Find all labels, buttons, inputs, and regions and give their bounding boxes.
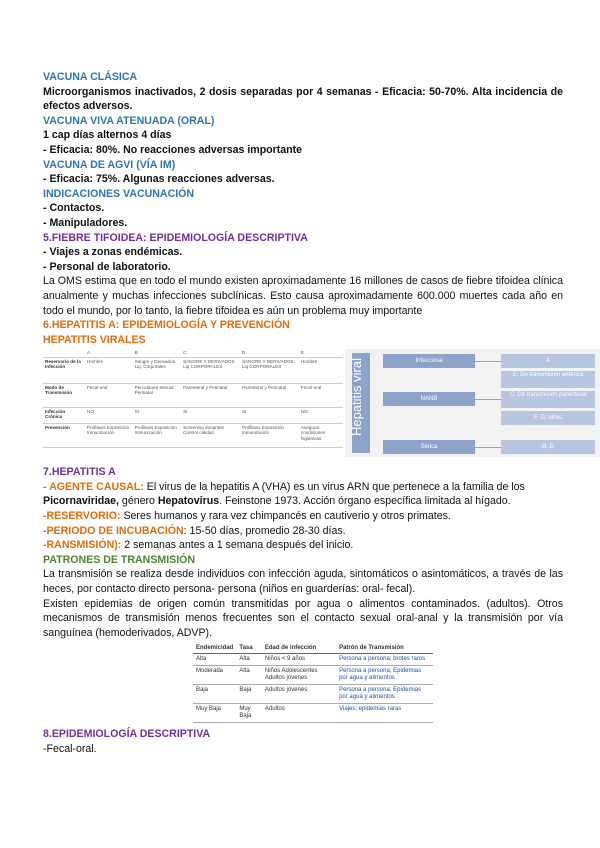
table-cell: Baja [193, 685, 236, 704]
table-cell: Alta [236, 666, 262, 685]
table-cell: Parenteral y Perinatal [181, 383, 240, 407]
viral-box-c: C: De transmisión parenteral [501, 391, 595, 408]
hepatitis-figure [43, 349, 587, 459]
table-cell: Niños Adolescentes Adultos jóvenes [262, 666, 336, 685]
list-item: - Personal de laboratorio. [43, 260, 171, 273]
viral-box-e: E: De transmisión entérica [501, 371, 595, 388]
viral-box-fg: F, G, otras [501, 411, 595, 425]
endemicity-table [193, 644, 433, 723]
viral-box-infecciosa: Infecciosa [383, 354, 475, 368]
periodo-label: -PERIODO DE INCUBACIÓN [43, 524, 184, 537]
table-cell: Viajes; epidemias raras [336, 704, 433, 723]
table-cell: Hombre [85, 357, 133, 383]
agente-causal-line [43, 480, 563, 495]
hepatitis-viral-diagram [345, 349, 600, 457]
reservorio-text: Seres humanos y rara vez chimpancés en cautiverio y otros primates. [123, 510, 451, 523]
vacuna-clasica-text: Microorganismos inactivados, 2 dosis separadas por 4 semanas - Eficacia: 50-70%. Alta incidencia de efectos adversos. [43, 85, 563, 113]
table-cell: SANGRE Y DERIVADOS Liq CORPORALES [240, 357, 299, 383]
col-header: Endemicidad [193, 644, 236, 654]
heading-vacuna-viva: VACUNA VIVA ATENUADA (ORAL) [43, 114, 215, 127]
table-row [193, 685, 433, 704]
viral-box-nanb: NANB [383, 392, 475, 406]
heading-hepatitis-virales: HEPATITIS VIRALES [43, 333, 146, 346]
heading-vacuna-agvi: VACUNA DE AGVI (VÍA IM) [43, 158, 176, 171]
connector [475, 361, 501, 362]
heading-epidemiologia-descriptiva: 8.EPIDEMIOLOGÍA DESCRIPTIVA [43, 728, 211, 741]
table-cell: Adultos jóvenes [262, 685, 336, 704]
connector [475, 447, 501, 448]
table-cell: NO [85, 407, 133, 423]
table-cell: Sangre y Derivados Liq. Corporales [133, 357, 181, 383]
agente-causal-rest: . Feinstone 1973. Acción órgano específica limitada al hígado. [219, 495, 511, 508]
table-cell: Muy Baja [193, 704, 236, 723]
heading-vacuna-clasica: VACUNA CLÁSICA [43, 71, 138, 83]
table-cell: Fecal-oral [299, 383, 343, 407]
viral-label: Hepatitis viral [349, 358, 364, 437]
family-name: Picornaviridae, [43, 495, 119, 508]
fecal-oral-line: -Fecal-oral. [43, 743, 97, 755]
patrones-paragraph-2: Existen epidemias de origen común transmitidas por agua o alimentos contaminados. (adultos). Otros mecanismos de transmisión menos frecuentes son el contacto sexual oral-anal y la transmisión por vía sanguínea (hemoderivados, ADVP). [43, 597, 563, 639]
patrones-paragraph-1: La transmisión se realiza desde individuos con infección aguda, sintomáticos o asintomáticos, a través de las heces, por contacto directo persona- persona (niños en guarderías: oral- fecal). [43, 568, 563, 596]
table-cell: Hombre [299, 357, 343, 383]
table-cell: Persona a persona; Epidemias por agua y alimentos [336, 685, 433, 704]
row-header: Reservorio de la Infección [43, 357, 85, 383]
col-header: Edad de infección [262, 644, 336, 654]
fiebre-tifoidea-paragraph: La OMS estima que en todo el mundo existen aproximadamente 16 millones de casos de fiebre tifoidea clínica anualmente y muchas infecciones subclínicas. Esto causa aproximadamente 600.000 muertes cada año en todo el mundo, por lo tanto, la fiebre tifoidea es aún un problema muy importante [43, 275, 563, 317]
col-header: B [133, 349, 181, 357]
table-cell: SI [133, 407, 181, 423]
table-row [193, 666, 433, 685]
agente-causal-text: El virus de la hepatitis A (VHA) es un virus ARN que pertenece a la familia de los [146, 480, 525, 493]
agente-causal-line-2 [43, 494, 563, 509]
col-header: Tasa [236, 644, 262, 654]
genero-word: género [121, 495, 155, 508]
row-header: Prevención [43, 423, 85, 447]
table-cell: Profilaxis Exposición Inmunización [133, 423, 181, 447]
list-item: - Viajes a zonas endémicas. [43, 246, 183, 259]
table-cell: Muy Baja [236, 704, 262, 723]
table-cell: Alta [193, 654, 236, 666]
table-cell: SI [240, 407, 299, 423]
col-header: E [299, 349, 343, 357]
table-row [193, 704, 433, 723]
table-cell: Screening donantes Control calidad [181, 423, 240, 447]
vacuna-viva-line-2: - Eficacia: 80%. No reacciones adversas importante [43, 143, 303, 156]
viral-box-bd: B, D [501, 440, 595, 454]
heading-hepatitis-a-epidemiologia: 6.HEPATITIS A: EPIDEMIOLOGÍA Y PREVENCIÓN [43, 319, 290, 332]
reservorio-label: -RESERVORIO: [43, 510, 121, 523]
table-cell: Fecal-oral [85, 383, 133, 407]
col-header: C [181, 349, 240, 357]
transmision-line [43, 538, 563, 553]
table-cell: Parenteral y Perinatal [240, 383, 299, 407]
row-header: Modo de Transmisión [43, 383, 85, 407]
viral-box-serica: Sérica [383, 440, 475, 454]
table-cell: Adultos [262, 704, 336, 723]
table-cell: Niños < 9 años [262, 654, 336, 666]
table-cell: Persona a persona; brotes raros [336, 654, 433, 666]
periodo-line [43, 524, 563, 539]
table-cell: Alta [236, 654, 262, 666]
table-cell: Persona a persona; Epidemias por agua y alimentos [336, 666, 433, 685]
table-cell: SI [181, 407, 240, 423]
col-header: A [85, 349, 133, 357]
heading-indicaciones: INDICACIONES VACUNACIÓN [43, 187, 195, 200]
table-cell: Profilaxis Exposición Inmunización [240, 423, 299, 447]
connector [475, 399, 501, 400]
col-header: Patrón de Transmisión [336, 644, 433, 654]
vacuna-viva-line-1: 1 cap días alternos 4 días [43, 129, 172, 142]
row-header: Infección Crónica [43, 407, 85, 423]
heading-fiebre-tifoidea: 5.FIEBRE TIFOIDEA: EPIDEMIOLOGÍA DESCRIPTIVA [43, 231, 308, 244]
table-row [193, 654, 433, 666]
table-cell: NO [299, 407, 343, 423]
genus-name: Hepatovirus [157, 495, 220, 508]
document-page [43, 70, 587, 757]
transmision-label: -RANSMISIÓN): [43, 539, 122, 552]
table-cell: Profilaxis Exposición Inmunización [85, 423, 133, 447]
list-item: - Manipuladores. [43, 216, 128, 229]
agente-causal-label: - AGENTE CAUSAL: [43, 480, 144, 493]
transmision-text: 2 semanas antes a 1 semana después del inicio. [124, 539, 354, 552]
heading-hepatitis-a: 7.HEPATITIS A [43, 466, 116, 479]
periodo-text: : 15-50 días, promedio 28-30 días. [183, 524, 346, 537]
hepatitis-comparison-table [43, 349, 343, 455]
table-cell: Moderada [193, 666, 236, 685]
vacuna-agvi-line-1: - Eficacia: 75%. Algunas reacciones adversas. [43, 173, 275, 186]
table-cell: Asegurar condiciones higiénicas [299, 423, 343, 447]
table-cell: Percutánea Sexual Perinatal [133, 383, 181, 407]
table-cell: SANGRE Y DERIVADOS Liq CORPORALES [181, 357, 240, 383]
reservorio-line [43, 509, 563, 524]
list-item: - Contactos. [43, 202, 105, 215]
col-header: D [240, 349, 299, 357]
heading-patrones: PATRONES DE TRANSMISIÓN [43, 553, 196, 566]
viral-box-a: A [501, 354, 595, 368]
table-cell: Baja [236, 685, 262, 704]
